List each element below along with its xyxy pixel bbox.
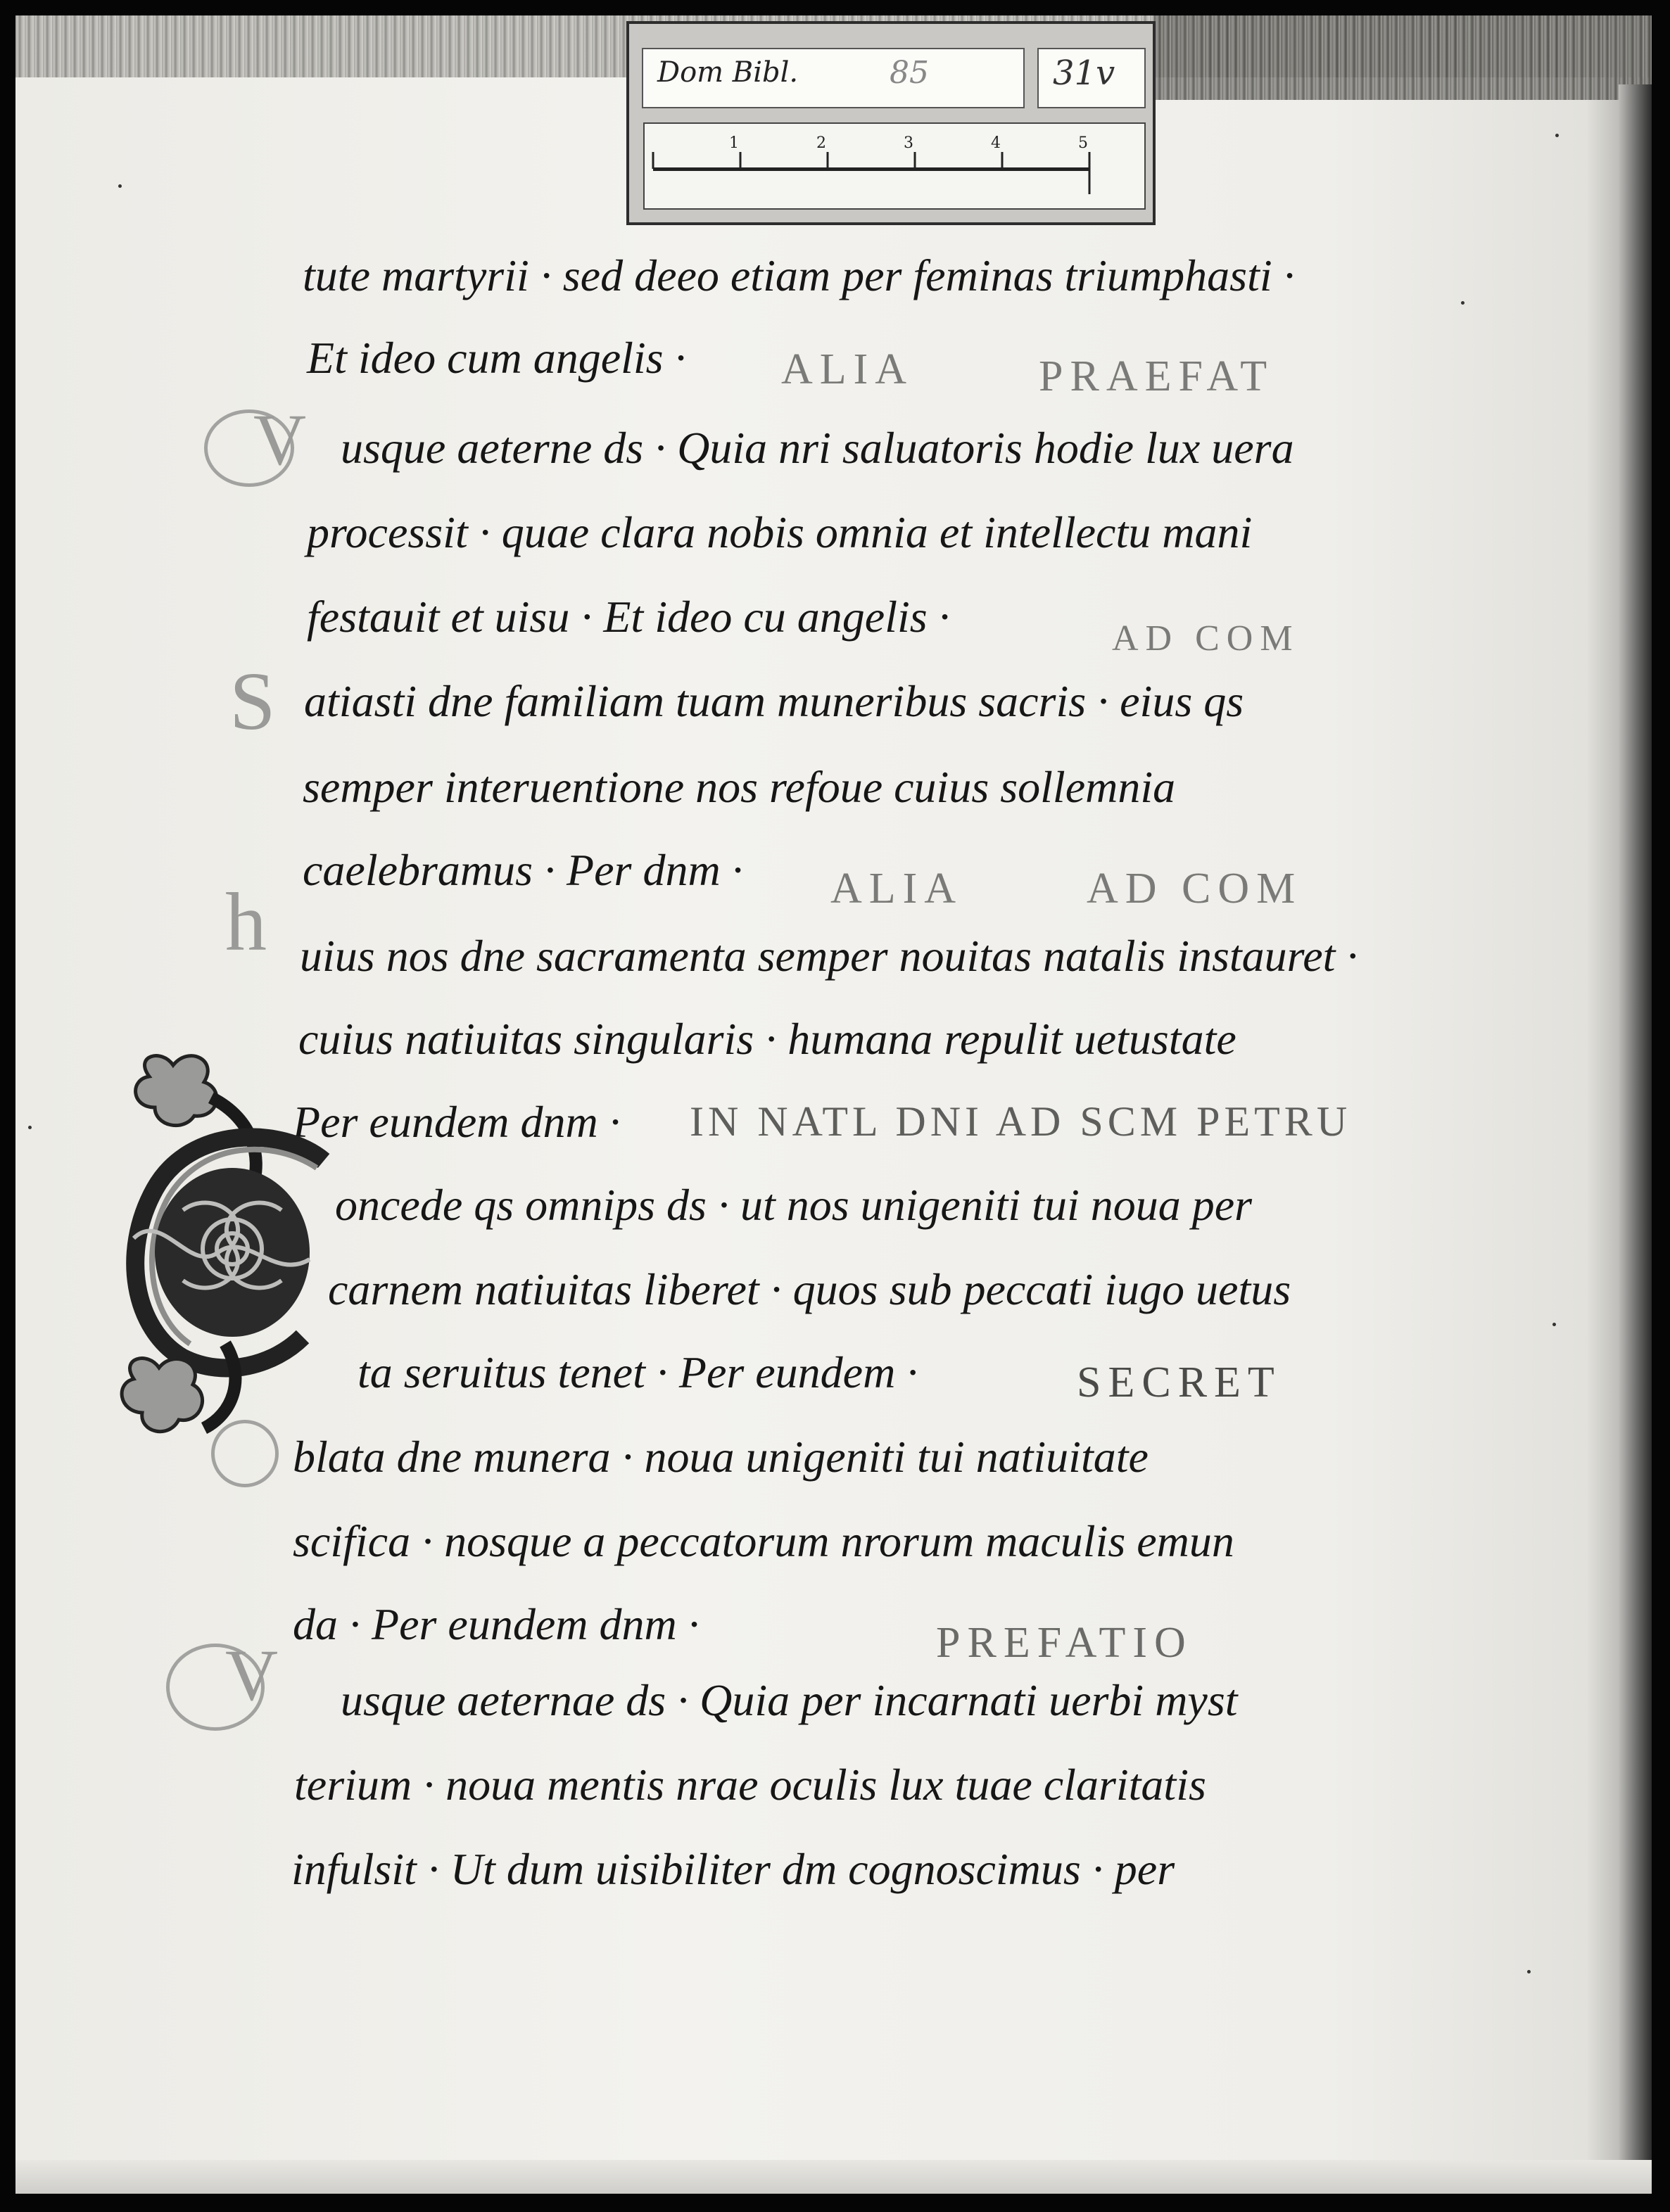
text-line-7: semper interuentione nos refoue cuius sollemnia: [303, 762, 1176, 812]
ruler-tick-1: 1: [729, 134, 739, 152]
shelfmark-text: Dom Bibl.: [657, 56, 799, 89]
shelfmark-card: [642, 48, 1025, 108]
text-line-15: blata dne munera · noua unigeniti tui natiuitate: [293, 1432, 1149, 1482]
rubric-in-natale: IN NATL DNI AD SCM PETRU: [690, 1098, 1352, 1145]
text-line-11: Per eundem dnm ·: [293, 1097, 621, 1147]
text-line-6: atiasti dne familiam tuam muneribus sacris · eius qs: [304, 676, 1244, 726]
text-line-13: carnem natiuitas liberet · quos sub peccati iugo uetus: [328, 1264, 1291, 1314]
text-line-18: usque aeternae ds · Quia per incarnati uerbi myst: [341, 1675, 1238, 1725]
rubric-praefat: PRAEFAT: [1039, 352, 1274, 400]
shelfmark-label: [626, 21, 1156, 225]
text-line-4: processit · quae clara nobis omnia et intellectu mani: [307, 507, 1253, 557]
page-right-edge: [1619, 84, 1652, 2188]
ruler-tick-2: 2: [816, 134, 826, 152]
rubric-ad-com-2: AD COM: [1087, 865, 1303, 913]
text-line-16: scifica · nosque a peccatorum nrorum maculis emun: [293, 1516, 1234, 1566]
rubric-alia-1: ALIA: [781, 345, 914, 393]
text-line-20: infulsit · Ut dum uisibiliter dm cognoscimus · per: [291, 1844, 1175, 1894]
text-line-8: caelebramus · Per dnm ·: [303, 845, 743, 895]
text-line-1: tute martyrii · sed deeo etiam per feminas triumphasti ·: [303, 250, 1295, 300]
top-leaf-ornament: [136, 1056, 217, 1126]
initial-s: S: [229, 655, 276, 747]
scale-ruler: [643, 122, 1146, 210]
text-line-5: festauit et uisu · Et ideo cu angelis ·: [307, 592, 950, 642]
folio-box: [1037, 48, 1146, 108]
ruler-tick-4: 4: [991, 134, 1001, 152]
ruler-tick-5: 5: [1078, 134, 1088, 152]
page-speck: [1527, 1970, 1531, 1973]
rubric-ad-com-1: AD COM: [1112, 618, 1300, 659]
ruler-ticks-svg: [645, 124, 1144, 208]
shelfmark-number: 85: [890, 55, 929, 91]
text-line-10: cuius natiuitas singularis · humana repulit uetustate: [298, 1014, 1236, 1064]
initial-v: V: [253, 400, 307, 481]
folio-number: 31v: [1053, 53, 1115, 93]
bottom-leaf-ornament: [122, 1359, 202, 1432]
page-speck: [1461, 301, 1465, 305]
text-line-12: oncede qs omnips ds · ut nos unigeniti tui noua per: [335, 1180, 1253, 1230]
text-line-14: ta seruitus tenet · Per eundem ·: [358, 1347, 918, 1397]
initial-h: h: [225, 876, 267, 968]
text-line-3: usque aeterne ds · Quia nri saluatoris hodie lux uera: [341, 423, 1294, 473]
rubric-prefatio: PREFATIO: [936, 1619, 1193, 1667]
page-speck: [118, 184, 122, 188]
text-line-2: Et ideo cum angelis ·: [307, 333, 686, 383]
text-line-19: terium · noua mentis nrae oculis lux tuae claritatis: [294, 1760, 1206, 1810]
initial-v2: V: [225, 1635, 279, 1716]
rubric-alia-2: ALIA: [830, 865, 963, 913]
page-speck: [1552, 1323, 1556, 1326]
page-speck: [28, 1126, 32, 1129]
ruler-tick-3: 3: [904, 134, 913, 152]
text-line-9: uius nos dne sacramenta semper nouitas natalis instauret ·: [300, 931, 1358, 981]
rubric-secret: SECRET: [1077, 1359, 1282, 1406]
page-bottom-edge: [15, 2160, 1652, 2194]
page-speck: [1555, 134, 1559, 137]
text-line-17: da · Per eundem dnm ·: [293, 1599, 700, 1649]
initial-dark-fill: [155, 1168, 310, 1337]
wood-binding-top-right: [1154, 15, 1652, 100]
